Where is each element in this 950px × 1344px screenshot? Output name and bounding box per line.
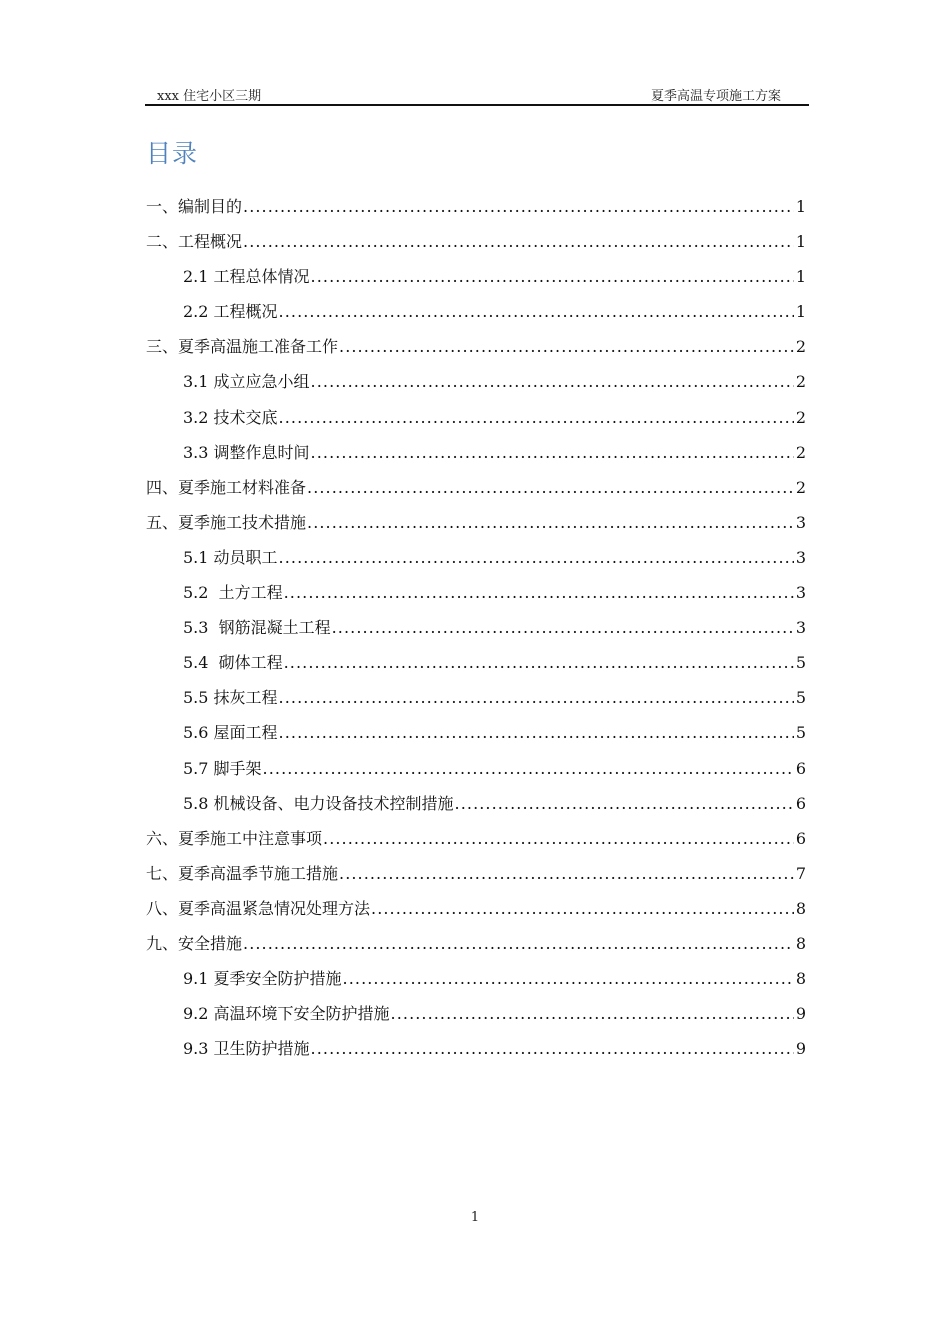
toc-entry[interactable]: [146, 1031, 806, 1066]
toc-entry-page-number: 6: [795, 793, 806, 813]
toc-entry-label: 2.2 工程概况: [183, 302, 278, 322]
toc-entry-page-number: 7: [795, 863, 806, 883]
toc-entry-page-number: 1: [795, 302, 806, 322]
toc-entry-page-number: 1: [795, 267, 806, 287]
toc-entry[interactable]: [146, 294, 806, 329]
toc-dot-leader: [390, 996, 794, 1031]
toc-entry-page-number: 2: [795, 372, 806, 392]
toc-entry[interactable]: [146, 610, 806, 645]
toc-entry-label: 3.1 成立应急小组: [183, 372, 310, 392]
toc-entry-label: 3.2 技术交底: [183, 407, 278, 427]
toc-dot-leader: [242, 926, 794, 961]
toc-entry-page-number: 3: [795, 547, 806, 567]
toc-dot-leader: [310, 364, 794, 399]
toc-entry-page-number: 2: [795, 442, 806, 462]
toc-entry-label: 9.1 夏季安全防护措施: [183, 969, 342, 989]
toc-entry[interactable]: [146, 996, 806, 1031]
toc-dot-leader: [278, 715, 794, 750]
toc-dot-leader: [331, 610, 794, 645]
toc-entry-page-number: 9: [795, 1039, 806, 1059]
toc-entry[interactable]: [146, 821, 806, 856]
toc-entry-label: 5.8 机械设备、电力设备技术控制措施: [183, 793, 454, 813]
toc-entry-page-number: 5: [795, 653, 806, 673]
toc-dot-leader: [283, 645, 794, 680]
toc-entry-label: 八、夏季高温紧急情况处理方法: [146, 898, 371, 918]
toc-entry-page-number: 2: [795, 407, 806, 427]
toc-entry[interactable]: [146, 786, 806, 821]
toc-entry[interactable]: [146, 329, 806, 364]
toc-dot-leader: [242, 189, 794, 224]
toc-dot-leader: [278, 540, 794, 575]
toc-entry-label: 六、夏季施工中注意事项: [146, 828, 323, 848]
toc-dot-leader: [306, 505, 794, 540]
toc-entry-label: 三、夏季高温施工准备工作: [146, 337, 339, 357]
toc-entry-page-number: 6: [795, 758, 806, 778]
toc-dot-leader: [338, 856, 794, 891]
toc-entry-label: 5.7 脚手架: [183, 758, 262, 778]
toc-dot-leader: [278, 680, 794, 715]
toc-dot-leader: [242, 224, 794, 259]
toc-entry[interactable]: [146, 505, 806, 540]
header-project-name: xxx 住宅小区三期: [157, 89, 262, 104]
toc-entry-page-number: 2: [795, 337, 806, 357]
toc-entry[interactable]: [146, 680, 806, 715]
toc-dot-leader: [310, 1031, 794, 1066]
toc-entry[interactable]: [146, 645, 806, 680]
toc-entry-label: 5.6 屋面工程: [183, 723, 278, 743]
toc-entry[interactable]: [146, 189, 806, 224]
toc-entry-page-number: 3: [795, 618, 806, 638]
toc-entry-label: 五、夏季施工技术措施: [146, 512, 307, 532]
toc-entry[interactable]: [146, 435, 806, 470]
toc-entry[interactable]: [146, 856, 806, 891]
toc-entry-label: 四、夏季施工材料准备: [146, 477, 307, 497]
table-of-contents: [146, 189, 806, 1066]
toc-entry[interactable]: [146, 224, 806, 259]
toc-entry[interactable]: [146, 961, 806, 996]
toc-entry-label: 七、夏季高温季节施工措施: [146, 863, 339, 883]
toc-entry-label: 5.1 动员职工: [183, 547, 278, 567]
toc-entry-label: 二、工程概况: [146, 232, 243, 252]
toc-dot-leader: [338, 329, 794, 364]
toc-entry-page-number: 2: [795, 477, 806, 497]
toc-dot-leader: [310, 435, 794, 470]
toc-entry-page-number: 1: [795, 232, 806, 252]
toc-entry-label: 5.4 砌体工程: [183, 653, 283, 673]
toc-entry[interactable]: [146, 540, 806, 575]
toc-dot-leader: [370, 891, 794, 926]
toc-entry-page-number: 3: [795, 583, 806, 603]
toc-dot-leader: [342, 961, 794, 996]
toc-entry-page-number: 8: [795, 969, 806, 989]
toc-entry-page-number: 8: [795, 898, 806, 918]
toc-entry-label: 3.3 调整作息时间: [183, 442, 310, 462]
toc-entry[interactable]: [146, 715, 806, 750]
toc-entry[interactable]: [146, 926, 806, 961]
toc-dot-leader: [310, 259, 794, 294]
toc-entry-page-number: 9: [795, 1004, 806, 1024]
toc-entry-label: 2.1 工程总体情况: [183, 267, 310, 287]
toc-dot-leader: [283, 575, 794, 610]
toc-dot-leader: [278, 400, 794, 435]
toc-dot-leader: [278, 294, 794, 329]
toc-entry[interactable]: [146, 400, 806, 435]
toc-entry-page-number: 5: [795, 723, 806, 743]
toc-entry[interactable]: [146, 259, 806, 294]
footer-page-number: 1: [470, 1210, 480, 1225]
toc-entry-page-number: 3: [795, 512, 806, 532]
header-document-title: 夏季高温专项施工方案: [650, 89, 781, 104]
toc-entry-label: 9.3 卫生防护措施: [183, 1039, 310, 1059]
page-header: [145, 82, 809, 106]
toc-dot-leader: [454, 786, 794, 821]
toc-dot-leader: [322, 821, 794, 856]
toc-entry-label: 九、安全措施: [146, 933, 243, 953]
toc-entry[interactable]: [146, 364, 806, 399]
toc-entry-page-number: 1: [795, 197, 806, 216]
toc-entry[interactable]: [146, 891, 806, 926]
toc-entry-label: 5.2 土方工程: [183, 583, 283, 603]
toc-entry-page-number: 6: [795, 828, 806, 848]
toc-entry[interactable]: [146, 575, 806, 610]
toc-title: 目录: [146, 139, 199, 168]
toc-entry[interactable]: [146, 470, 806, 505]
toc-entry-label: 9.2 高温环境下安全防护措施: [183, 1004, 390, 1024]
toc-entry[interactable]: [146, 751, 806, 786]
toc-dot-leader: [262, 751, 794, 786]
toc-entry-page-number: 8: [795, 933, 806, 953]
toc-dot-leader: [306, 470, 794, 505]
toc-entry-label: 一、编制目的: [146, 197, 243, 216]
toc-entry-page-number: 5: [795, 688, 806, 708]
toc-entry-label: 5.5 抹灰工程: [183, 688, 278, 708]
toc-entry-label: 5.3 钢筋混凝土工程: [183, 618, 331, 638]
